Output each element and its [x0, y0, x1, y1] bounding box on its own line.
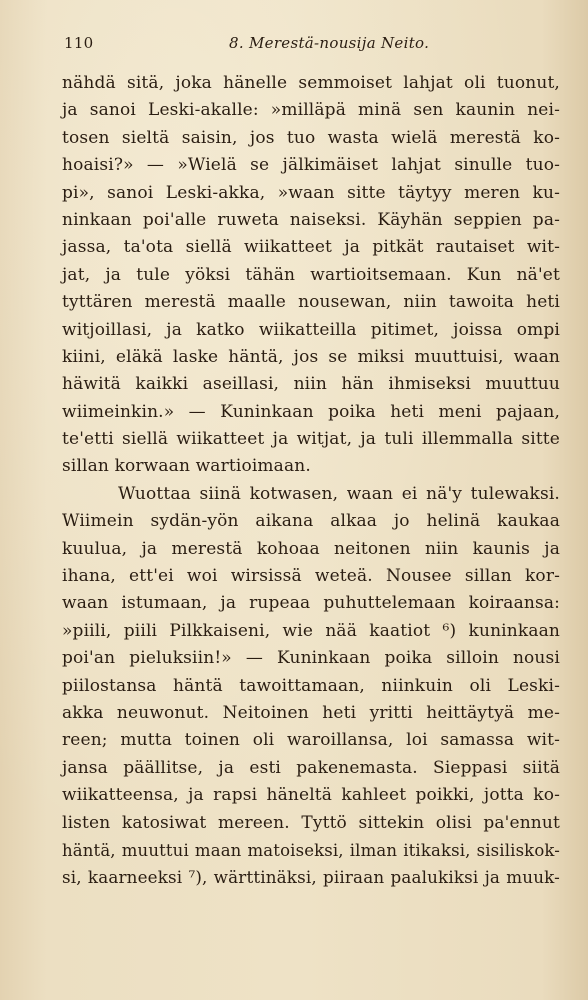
text-line: Wiimein sydän-yön aikana alkaa jo helinä kaukaa: [62, 511, 560, 532]
text-line: akka neuwonut. Neitoinen heti yritti heittäytyä me-: [62, 702, 560, 723]
text-line: poi'an pieluksiin!» — Kuninkaan poika silloin nousi: [62, 648, 560, 669]
text-line: piilostansa häntä tawoittamaan, niinkuin oli Leski-: [62, 675, 560, 696]
text-line: ninkaan poi'alle ruweta naiseksi. Käyhän seppien pa-: [62, 209, 560, 230]
text-line: häwitä kaikki aseillasi, niin hän ihmiseksi muuttuu: [62, 374, 560, 395]
text-line: Wuottaa siinä kotwasen, waan ei nä'y tulewaksi.: [118, 483, 560, 504]
text-line: tosen sieltä saisin, jos tuo wasta wielä merestä ko-: [62, 127, 560, 148]
text-line: nähdä sitä, joka hänelle semmoiset lahjat oli tuonut,: [62, 73, 560, 93]
text-line: häntä, muuttui maan matoiseksi, ilman itikaksi, sisiliskok-: [62, 840, 560, 860]
text-line: te'etti siellä wiikatteet ja witjat, ja tuli illemmalla sitte: [62, 429, 560, 450]
body-text: [62, 70, 560, 892]
text-line: »piili, piili Pilkkaiseni, wie nää kaatiot ⁶) kuninkaan: [62, 620, 560, 641]
text-line: tyttären merestä maalle nousewan, niin tawoita heti: [62, 292, 560, 313]
text-line: pi», sanoi Leski-akka, »waan sitte täytyy meren ku-: [62, 182, 560, 203]
text-line: ja sanoi Leski-akalle: »milläpä minä sen kaunin nei-: [62, 100, 560, 121]
paragraph: [62, 70, 560, 481]
text-line: kuulua, ja merestä kohoaa neitonen niin kaunis ja: [62, 538, 560, 559]
text-line: hoaisi?» — »Wielä se jälkimäiset lahjat sinulle tuo-: [62, 155, 560, 176]
text-line: wiikatteensa, ja rapsi häneltä kahleet poikki, jotta ko-: [62, 785, 560, 806]
text-line: sillan korwaan wartioimaan.: [62, 456, 311, 477]
text-line: jassa, ta'ota siellä wiikatteet ja pitkät rautaiset wit-: [62, 237, 560, 258]
page-number: 110: [64, 34, 94, 52]
text-line: witjoillasi, ja katko wiikatteilla pitimet, joissa ompi: [62, 319, 560, 340]
paragraph: [62, 481, 560, 892]
text-line: wiimeinkin.» — Kuninkaan poika heti meni pajaan,: [62, 401, 560, 422]
running-head: 8. Merestä-nousija Neito.: [229, 34, 430, 52]
text-line: kiini, eläkä laske häntä, jos se miksi muuttuisi, waan: [62, 346, 560, 367]
text-line: reen; mutta toinen oli waroillansa, loi samassa wit-: [62, 730, 560, 751]
text-line: ihana, ett'ei woi wirsissä weteä. Nousee sillan kor-: [62, 566, 560, 587]
text-line: si, kaarneeksi ⁷), wärttinäksi, piiraan paalukiksi ja muuk-: [62, 867, 560, 888]
text-line: waan istumaan, ja rupeaa puhuttelemaan koiraansa:: [62, 593, 560, 614]
text-line: jansa päällitse, ja esti pakenemasta. Sieppasi siitä: [62, 757, 560, 778]
text-line: listen katosiwat mereen. Tyttö sittekin olisi pa'ennut: [62, 812, 560, 833]
text-line: jat, ja tule yöksi tähän wartioitsemaan. Kun nä'et: [62, 264, 560, 285]
page-header: [64, 34, 536, 54]
